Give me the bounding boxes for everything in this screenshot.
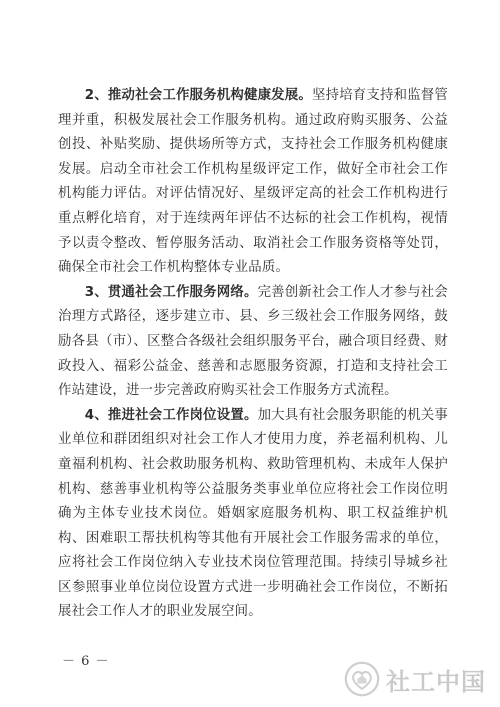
paragraph-2-heading: 2、推动社会工作服务机构健康发展。 bbox=[84, 88, 312, 103]
page-number: － 6 － bbox=[62, 654, 110, 669]
paragraph-4-heading: 4、推进社会工作岗位设置。 bbox=[84, 407, 258, 423]
watermark-text: 社工中国 bbox=[386, 667, 486, 696]
document-body bbox=[58, 84, 448, 625]
paragraph-2 bbox=[58, 84, 448, 281]
paragraph-3-heading: 3、贯通社会工作服务网络。 bbox=[84, 284, 258, 300]
paragraph-4 bbox=[58, 404, 448, 625]
paragraph-2-text: 坚持培育支持和监督管理并重，积极发展社会工作服务机构。通过政府购买服务、公益创投、补贴奖励、提供场所等方式，支持社会工作服务机构健康发展。启动全市社会工作机构星级评定工作，做好全市社会工作机构能力评估。对评估情况好、星级评定高的社会工作机构进行重点孵化培育，对于连续两年评估不达标的社会工作机构，视情予以责令整改、暂停服务活动、取消社会工作服务资格等处罚，确保全市社会工作机构整体专业品质。 bbox=[58, 88, 449, 276]
heart-house-logo-icon bbox=[344, 661, 380, 697]
watermark bbox=[344, 661, 486, 697]
paragraph-3 bbox=[58, 281, 448, 404]
paragraph-3-text: 完善创新社会工作人才参与社会治理方式路径，逐步建立市、县、乡三级社会工作服务网络，鼓励各县（市）、区整合各级社会组织服务平台，融合项目经费、财政投入、福彩公益金、慈善和志愿服务资源，打造和支持社会工作站建设，进一步完善政府购买社会工作服务方式流程。 bbox=[58, 284, 448, 399]
paragraph-4-text: 加大具有社会服务职能的机关事业单位和群团组织对社会工作人才使用力度，养老福利机构、儿童福利机构、社会救助服务机构、救助管理机构、未成年人保护机构、慈善事业机构等公益服务类事业单位应将社会工作岗位明确为主体专业技术岗位。婚姻家庭服务机构、职工权益维护机构、困难职工帮扶机构等其他有开展社会工作服务需求的单位，应将社会工作岗位纳入专业技术岗位管理范围。持续引导城乡社区参照事业单位岗位设置方式进一步明确社会工作岗位，不断拓展社会工作人才的职业发展空间。 bbox=[58, 407, 448, 620]
